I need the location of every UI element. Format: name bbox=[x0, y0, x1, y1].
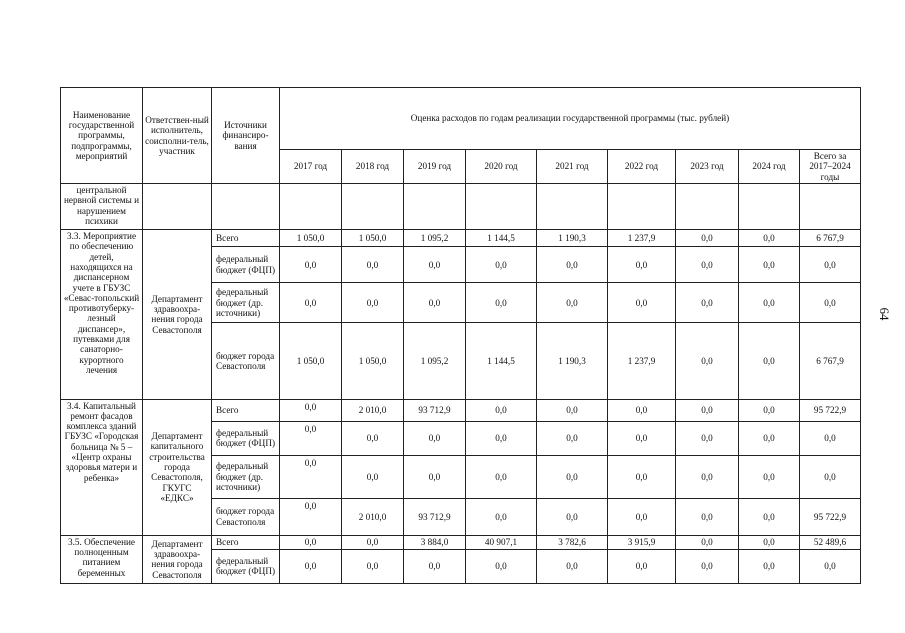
funding-source: бюджет города Севастополя bbox=[212, 323, 280, 399]
budget-table bbox=[60, 87, 861, 584]
table-body bbox=[61, 184, 861, 584]
value-cell: 0,0 bbox=[280, 549, 342, 583]
value-cell: 0,0 bbox=[280, 535, 342, 549]
value-cell: 93 712,9 bbox=[404, 498, 466, 535]
value-cell: 0,0 bbox=[280, 498, 342, 535]
value-cell: 0,0 bbox=[537, 247, 608, 283]
value-cell: 93 712,9 bbox=[404, 399, 466, 421]
responsible-party: Департамент здравоохра-нения города Севастополя bbox=[143, 230, 212, 399]
value-cell: 0,0 bbox=[676, 421, 739, 455]
value-cell: 1 190,3 bbox=[537, 230, 608, 247]
funding-source: Всего bbox=[212, 399, 280, 421]
value-cell: 1 237,9 bbox=[608, 323, 676, 399]
value-cell: 0,0 bbox=[280, 421, 342, 455]
total-cell: 0,0 bbox=[800, 247, 861, 283]
value-cell: 0,0 bbox=[739, 498, 800, 535]
value-cell: 0,0 bbox=[739, 549, 800, 583]
value-cell: 1 050,0 bbox=[342, 230, 404, 247]
value-cell: 1 095,2 bbox=[404, 230, 466, 247]
value-cell: 0,0 bbox=[537, 498, 608, 535]
value-cell: 0,0 bbox=[537, 455, 608, 498]
value-cell: 0,0 bbox=[537, 399, 608, 421]
empty-cell bbox=[676, 184, 739, 230]
header-year: 2017 год bbox=[280, 150, 342, 184]
value-cell: 0,0 bbox=[676, 283, 739, 323]
value-cell: 1 095,2 bbox=[404, 323, 466, 399]
funding-source: Всего bbox=[212, 535, 280, 549]
value-cell: 0,0 bbox=[676, 455, 739, 498]
program-name-continued: центральной нервной системы и нарушением психики bbox=[61, 184, 143, 230]
total-cell: 0,0 bbox=[800, 283, 861, 323]
value-cell: 1 050,0 bbox=[280, 230, 342, 247]
value-cell: 0,0 bbox=[676, 549, 739, 583]
value-cell: 2 010,0 bbox=[342, 399, 404, 421]
header-expense-estimate: Оценка расходов по годам реализации государственной программы (тыс. рублей) bbox=[280, 88, 861, 150]
value-cell: 0,0 bbox=[676, 399, 739, 421]
funding-source: Всего bbox=[212, 230, 280, 247]
value-cell: 0,0 bbox=[739, 399, 800, 421]
responsible-party: Департамент капитального строительства города Севастополя, ГКУГС «ЕДКС» bbox=[143, 399, 212, 535]
total-cell: 0,0 bbox=[800, 455, 861, 498]
table-row-continued bbox=[61, 184, 861, 230]
table-row bbox=[61, 230, 861, 247]
empty-cell bbox=[466, 184, 537, 230]
value-cell: 0,0 bbox=[466, 549, 537, 583]
value-cell: 0,0 bbox=[537, 283, 608, 323]
header-year: 2019 год bbox=[404, 150, 466, 184]
value-cell: 0,0 bbox=[342, 535, 404, 549]
empty-cell bbox=[342, 184, 404, 230]
value-cell: 0,0 bbox=[739, 230, 800, 247]
value-cell: 0,0 bbox=[466, 247, 537, 283]
value-cell: 2 010,0 bbox=[342, 498, 404, 535]
value-cell: 0,0 bbox=[280, 399, 342, 421]
value-cell: 0,0 bbox=[739, 535, 800, 549]
value-cell: 0,0 bbox=[466, 498, 537, 535]
value-cell: 0,0 bbox=[404, 455, 466, 498]
header-program-name: Наименование государственной программы, подпрограммы, мероприятий bbox=[61, 88, 143, 184]
funding-source: федеральный бюджет (др. источники) bbox=[212, 455, 280, 498]
empty-cell bbox=[608, 184, 676, 230]
header-year: 2021 год bbox=[537, 150, 608, 184]
value-cell: 0,0 bbox=[676, 535, 739, 549]
value-cell: 0,0 bbox=[404, 247, 466, 283]
value-cell: 0,0 bbox=[404, 283, 466, 323]
value-cell: 0,0 bbox=[537, 421, 608, 455]
empty-cell bbox=[739, 184, 800, 230]
value-cell: 0,0 bbox=[404, 421, 466, 455]
total-cell: 0,0 bbox=[800, 549, 861, 583]
value-cell: 0,0 bbox=[608, 283, 676, 323]
value-cell: 0,0 bbox=[466, 283, 537, 323]
value-cell: 0,0 bbox=[739, 421, 800, 455]
header-total: Всего за 2017–2024 годы bbox=[800, 150, 861, 184]
total-cell: 95 722,9 bbox=[800, 399, 861, 421]
value-cell: 0,0 bbox=[280, 455, 342, 498]
value-cell: 0,0 bbox=[466, 421, 537, 455]
total-cell: 6 767,9 bbox=[800, 230, 861, 247]
program-name: 3.4. Капитальный ремонт фасадов комплекса зданий ГБУЗС «Городская больница № 5 – «Центр охраны здоровья матери и ребенка» bbox=[61, 399, 143, 535]
header-year: 2020 год bbox=[466, 150, 537, 184]
funding-source: федеральный бюджет (др. источники) bbox=[212, 283, 280, 323]
value-cell: 1 050,0 bbox=[280, 323, 342, 399]
value-cell: 0,0 bbox=[676, 323, 739, 399]
funding-source: федеральный бюджет (ФЦП) bbox=[212, 247, 280, 283]
value-cell: 3 782,6 bbox=[537, 535, 608, 549]
value-cell: 40 907,1 bbox=[466, 535, 537, 549]
empty-cell bbox=[212, 184, 280, 230]
empty-cell bbox=[537, 184, 608, 230]
empty-cell bbox=[800, 184, 861, 230]
value-cell: 1 237,9 bbox=[608, 230, 676, 247]
total-cell: 6 767,9 bbox=[800, 323, 861, 399]
total-cell: 52 489,6 bbox=[800, 535, 861, 549]
value-cell: 0,0 bbox=[342, 549, 404, 583]
value-cell: 0,0 bbox=[280, 247, 342, 283]
value-cell: 1 050,0 bbox=[342, 323, 404, 399]
value-cell: 0,0 bbox=[537, 549, 608, 583]
total-cell: 0,0 bbox=[800, 421, 861, 455]
header-responsible: Ответствен-ный исполнитель, соисполни-тель, участник bbox=[143, 88, 212, 184]
value-cell: 0,0 bbox=[739, 323, 800, 399]
value-cell: 0,0 bbox=[342, 247, 404, 283]
empty-cell bbox=[280, 184, 342, 230]
value-cell: 1 144,5 bbox=[466, 230, 537, 247]
header-year: 2018 год bbox=[342, 150, 404, 184]
value-cell: 0,0 bbox=[608, 549, 676, 583]
value-cell: 0,0 bbox=[608, 455, 676, 498]
value-cell: 0,0 bbox=[739, 283, 800, 323]
empty-cell bbox=[143, 184, 212, 230]
value-cell: 1 190,3 bbox=[537, 323, 608, 399]
funding-source: федеральный бюджет (ФЦП) bbox=[212, 421, 280, 455]
table-row bbox=[61, 535, 861, 549]
value-cell: 0,0 bbox=[342, 283, 404, 323]
header-sources: Источники финансиро-вания bbox=[212, 88, 280, 184]
value-cell: 0,0 bbox=[466, 455, 537, 498]
funding-source: федеральный бюджет (ФЦП) bbox=[212, 549, 280, 583]
value-cell: 0,0 bbox=[676, 247, 739, 283]
value-cell: 0,0 bbox=[608, 247, 676, 283]
value-cell: 0,0 bbox=[342, 421, 404, 455]
table-row bbox=[61, 399, 861, 421]
header-year: 2022 год bbox=[608, 150, 676, 184]
value-cell: 3 884,0 bbox=[404, 535, 466, 549]
value-cell: 0,0 bbox=[608, 399, 676, 421]
value-cell: 0,0 bbox=[739, 247, 800, 283]
value-cell: 0,0 bbox=[608, 421, 676, 455]
value-cell: 0,0 bbox=[676, 230, 739, 247]
value-cell: 0,0 bbox=[280, 283, 342, 323]
responsible-party: Департамент здравоохра-нения города Севастополя bbox=[143, 535, 212, 583]
value-cell: 0,0 bbox=[466, 399, 537, 421]
value-cell: 1 144,5 bbox=[466, 323, 537, 399]
empty-cell bbox=[404, 184, 466, 230]
funding-source: бюджет города Севастополя bbox=[212, 498, 280, 535]
value-cell: 0,0 bbox=[342, 455, 404, 498]
value-cell: 0,0 bbox=[608, 498, 676, 535]
program-name: 3.3. Мероприятие по обеспечению детей, находящихся на диспансерном учете в ГБУЗС «Севас-топольский противотуберку-лезный диспансер», путевками для санаторно-курортного лечения bbox=[61, 230, 143, 399]
header-year: 2023 год bbox=[676, 150, 739, 184]
page-number: 64 bbox=[877, 307, 892, 321]
value-cell: 0,0 bbox=[676, 498, 739, 535]
table-header bbox=[61, 88, 861, 184]
value-cell: 0,0 bbox=[739, 455, 800, 498]
value-cell: 0,0 bbox=[404, 549, 466, 583]
header-year: 2024 год bbox=[739, 150, 800, 184]
value-cell: 3 915,9 bbox=[608, 535, 676, 549]
total-cell: 95 722,9 bbox=[800, 498, 861, 535]
program-name: 3.5. Обеспечение полноценным питанием беременных bbox=[61, 535, 143, 583]
